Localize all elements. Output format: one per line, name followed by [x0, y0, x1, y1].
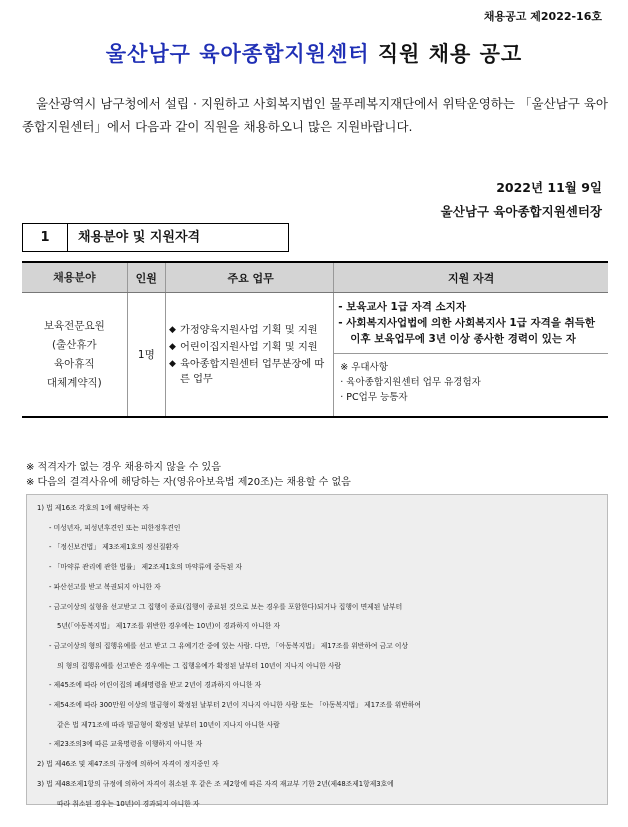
disqualification-item: 2) 법 제46조 및 제47조의 규정에 의하여 자격이 정지중인 자	[37, 760, 219, 769]
disqualification-item: 3) 법 제48조제1항의 규정에 의하여 자격이 취소된 후 같은 조 제2항에 따른 자격 재교부 기한 2년(제48조제1항제3호에	[37, 779, 394, 788]
preferred-item: · PC업무 능통자	[340, 392, 408, 403]
duty-item	[169, 323, 333, 338]
header-duties: 주요 업무	[165, 262, 333, 293]
duty-text: 가정양육지원사업 기획 및 지원	[179, 324, 318, 336]
intro-paragraph: 울산광역시 남구청에서 설립 · 지원하고 사회복지법인 물푸레복지재단에서 위탁운영하는 「울산남구 육아종합지원센터」에서 다음과 같이 직원을 채용하오니 많은 지원바랍니다.	[22, 96, 608, 134]
duty-text: 육아종합지원센터 업무분장에 따른 업무	[179, 358, 325, 385]
title-suffix: 직원 채용 공고	[377, 42, 523, 66]
disqualification-item: - 「정신보건법」 제3조제1호의 정신질환자	[49, 543, 179, 552]
field-line: 대체계약직)	[46, 376, 102, 389]
qualification-item: - 보육교사 1급 자격 소지자	[338, 301, 466, 313]
field-line: 육아휴직	[54, 357, 95, 370]
table-header-row	[22, 262, 608, 293]
field-line: (출산휴가	[51, 338, 97, 351]
diamond-bullet-icon: ◆	[168, 324, 176, 335]
header-qualifications: 지원 자격	[334, 262, 608, 293]
issuer: 울산남구 육아종합지원센터장	[440, 204, 602, 219]
disqualification-item: 1) 법 제16조 각호의 1에 해당하는 자	[37, 504, 149, 512]
qualification-item: - 사회복지사업법에 의한 사회복지사 1급 자격을 취득한 이후 보육업무에 3년 이상 종사한 경력이 있는 자	[338, 317, 595, 345]
title-center-name: 울산남구 육아종합지원센터	[105, 42, 370, 66]
disqualification-item: - 금고이상의 실형을 선고받고 그 집행이 종료(집행이 종료된 것으로 보는 경우를 포함한다)되거나 집행이 면제된 날부터	[49, 602, 403, 611]
notes	[26, 460, 351, 490]
duties-cell	[165, 293, 333, 418]
section-heading	[22, 223, 289, 252]
duty-item	[169, 340, 333, 355]
notice-number: 채용공고 제2022-16호	[483, 10, 602, 23]
section-title: 채용분야 및 지원자격	[78, 230, 201, 245]
disqualification-item: 의 형의 집행유예를 선고받은 경우에는 그 집행유예가 확정된 날부터 10년이 지나지 아니한 사람	[57, 661, 342, 670]
count-cell: 1명	[127, 293, 165, 418]
field-line: 보육전문요원	[43, 319, 105, 332]
disqualification-item: - 제23조의3에 따른 교육명령을 이행하지 아니한 자	[49, 740, 203, 749]
diamond-bullet-icon: ◆	[168, 358, 176, 369]
disqualification-item: - 금고이상의 형의 집행유예를 선고 받고 그 유예기간 중에 있는 사람. 다만, 「아동복지법」 제17조를 위반하여 금고 이상	[49, 641, 409, 650]
disqualification-item: 5년(「아동복지법」 제17조를 위반한 경우에는 10년)이 경과하지 아니한 자	[57, 622, 280, 631]
disqualification-item: 같은 법 제71조에 따라 벌금형이 확정된 날부터 10년이 지나지 아니한 사람	[57, 720, 280, 729]
qualifications-cell	[334, 293, 608, 418]
note-item: ※ 다음의 결격사유에 해당하는 자(영유아보육법 제20조)는 채용할 수 없음	[26, 477, 351, 488]
header-field: 채용분야	[22, 262, 127, 293]
note-item: ※ 적격자가 없는 경우 채용하지 않을 수 있음	[26, 462, 221, 473]
preferred-title: ※ 우대사항	[340, 362, 388, 373]
page-title	[0, 38, 628, 68]
notice-date: 2022년 11월 9일	[496, 180, 602, 195]
disqualification-item: - 제54조에 따라 300만원 이상의 벌금형이 확정된 날부터 2년이 지나지 아니한 사람 또는 「아동복지법」 제17조를 위반하여	[49, 701, 421, 710]
preferred-qualifications	[334, 354, 608, 416]
duty-item	[169, 357, 333, 387]
header-count: 인원	[127, 262, 165, 293]
preferred-item: · 육아종합지원센터 업무 유경험자	[340, 377, 481, 388]
disqualification-item: - 파산선고를 받고 복권되지 아니한 자	[49, 582, 161, 591]
section-number: 1	[23, 224, 68, 251]
disqualification-box	[26, 494, 608, 808]
required-qualifications	[334, 293, 608, 354]
diamond-bullet-icon: ◆	[168, 341, 176, 352]
disqualification-item: 따라 취소된 경우는 10년)이 경과되지 아니한 자	[57, 799, 200, 808]
recruitment-table	[22, 261, 608, 418]
field-cell	[22, 293, 127, 418]
disqualification-item: - 미성년자, 피성년후견인 또는 피한정후견인	[49, 523, 181, 532]
duty-text: 어린이집지원사업 기획 및 지원	[179, 341, 318, 353]
disqualification-item: - 제45조에 따라 어린이집의 폐쇄명령을 받고 2년이 경과하지 아니한 자	[49, 681, 262, 690]
disqualification-item: - 「마약류 관리에 관한 법률」 제2조제1호의 마약류에 중독된 자	[49, 563, 242, 572]
table-row	[22, 293, 608, 418]
